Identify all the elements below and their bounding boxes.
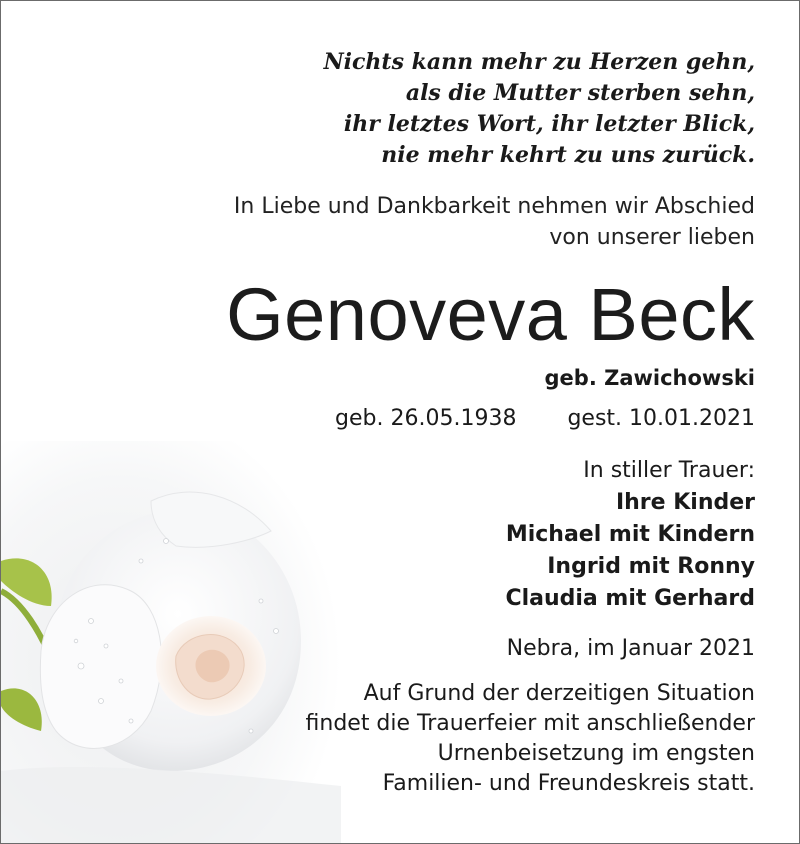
intro-text [115,191,755,253]
notice-line: findet die Trauerfeier mit anschließender [305,711,755,736]
funeral-notice [235,679,755,799]
intro-line: In Liebe und Dankbarkeit nehmen wir Abschied [233,194,755,219]
poem-line: als die Mutter sterben sehn, [405,80,755,106]
notice-line: Urnenbeisetzung im engsten [437,741,755,766]
birth-date: geb. 26.05.1938 [335,406,517,431]
maiden-name: geb. Zawichowski [544,366,755,390]
mourner-name: Claudia mit Gerhard [505,586,755,611]
place-date: Nebra, im Januar 2021 [506,636,755,661]
poem-line: nie mehr kehrt zu uns zurück. [381,142,755,168]
mourner-name: Michael mit Kindern [505,522,755,547]
death-date: gest. 10.01.2021 [567,406,755,431]
life-dates [115,403,755,435]
mourner-name: Ingrid mit Ronny [547,554,755,579]
mourners [335,455,755,615]
notice-line: Familien- und Freundeskreis statt. [382,771,755,796]
intro-line: von unserer lieben [549,225,755,250]
poem-line: Nichts kann mehr zu Herzen gehn, [323,49,755,75]
poem-line: ihr letztes Wort, ihr letzter Blick, [343,111,755,137]
mourner-name: Ihre Kinder [615,490,755,515]
notice-line: Auf Grund der derzeitigen Situation [363,681,755,706]
deceased-name: Genoveva Beck [226,273,755,356]
poem [155,47,755,171]
mourners-lead: In stiller Trauer: [583,458,755,483]
